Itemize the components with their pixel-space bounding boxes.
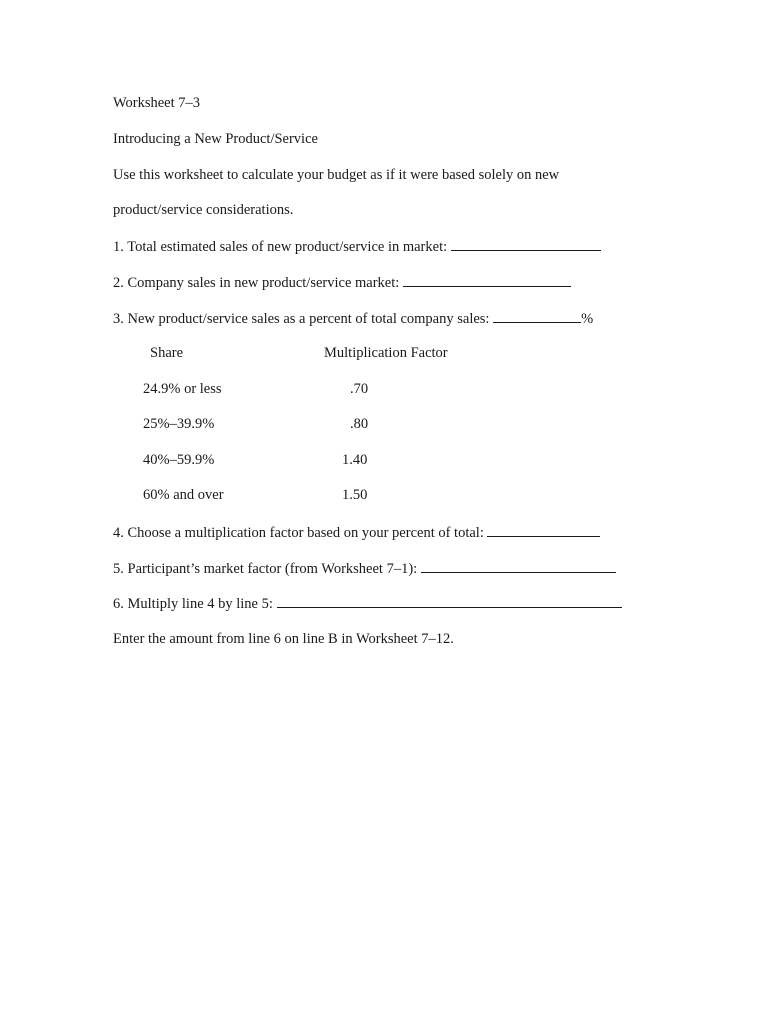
table-row-factor: 1.50 (342, 487, 368, 503)
item-2 (113, 273, 571, 292)
table-row-factor: .70 (350, 381, 369, 397)
table-row-share: 24.9% or less (143, 381, 222, 397)
table-row-factor: .80 (350, 416, 369, 432)
table-header-factor: Multiplication Factor (324, 345, 448, 361)
item-3 (113, 309, 593, 328)
item-5-label: 5. Participant’s market factor (from Worksheet 7–1): (113, 561, 421, 577)
item-6-label: 6. Multiply line 4 by line 5: (113, 596, 277, 612)
intro-line-1: Use this worksheet to calculate your budget as if it were based solely on new (113, 167, 560, 183)
table-row-factor: 1.40 (342, 452, 368, 468)
worksheet-title: Introducing a New Product/Service (113, 131, 318, 147)
intro-line-2: product/service considerations. (113, 202, 294, 218)
item-4-blank[interactable] (487, 523, 600, 537)
table-row-share: 40%–59.9% (143, 452, 215, 468)
item-4-label: 4. Choose a multiplication factor based on your percent of total: (113, 525, 488, 541)
item-4 (113, 523, 600, 542)
table-row-share: 25%–39.9% (143, 416, 215, 432)
closing-instruction: Enter the amount from line 6 on line B in Worksheet 7–12. (113, 631, 454, 647)
item-3-label: 3. New product/service sales as a percent of total company sales: (113, 311, 494, 327)
item-2-label: 2. Company sales in new product/service market: (113, 275, 403, 291)
item-3-blank[interactable] (493, 309, 581, 323)
item-1 (113, 237, 601, 256)
item-2-blank[interactable] (403, 273, 571, 287)
item-5-blank[interactable] (421, 559, 616, 573)
item-6-blank[interactable] (277, 594, 622, 608)
table-row-share: 60% and over (143, 487, 224, 503)
worksheet-number: Worksheet 7–3 (113, 95, 201, 111)
item-6 (113, 594, 622, 613)
item-3-percent-sign: % (581, 311, 594, 327)
item-1-blank[interactable] (451, 237, 601, 251)
table-header-share: Share (150, 345, 184, 361)
item-1-label: 1. Total estimated sales of new product/service in market: (113, 239, 451, 255)
item-5 (113, 559, 616, 578)
